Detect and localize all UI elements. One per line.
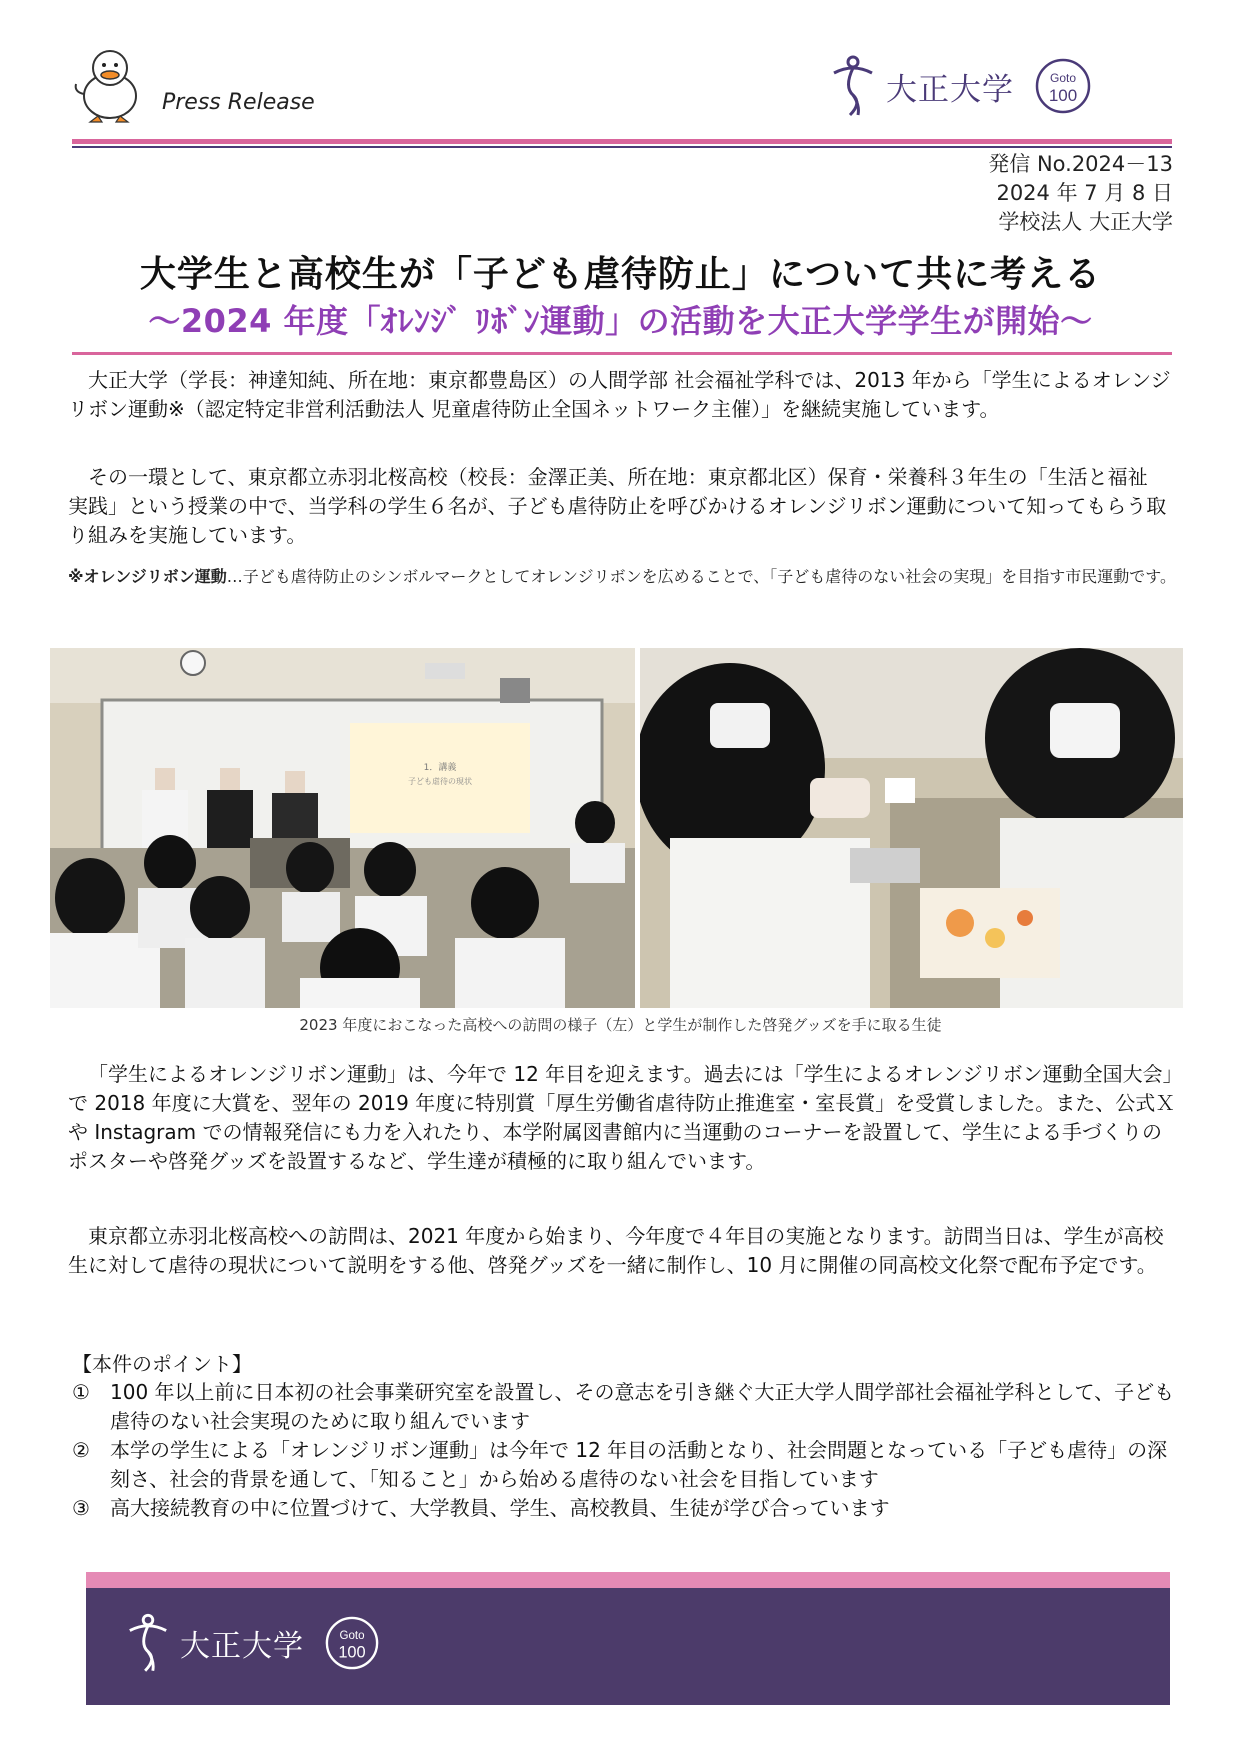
svg-text:Goto: Goto — [339, 1630, 365, 1643]
paragraph-activity: その一環として、東京都立赤羽北桜高校（校長：金澤正美、所在地：東京都北区）保育・栄養科３年生の「生活と福祉 実践」という授業の中で、当学科の学生６名が、子ども虐待防止を呼びかけるオレンジリボン運動について知ってもらう取り組みを実施しています。 — [68, 465, 1168, 547]
release-date: 2024 年 7 月 8 日 — [996, 181, 1173, 205]
header-rule-purple — [72, 146, 1172, 148]
sub-title: ～2024 年度「ｵﾚﾝｼﾞ ﾘﾎﾞﾝ運動」の活動を大正大学学生が開始～ — [148, 302, 1093, 340]
students-with-goods-photo — [640, 648, 1183, 1008]
university-emblem-icon — [830, 55, 876, 117]
point-number: ② — [72, 1438, 90, 1462]
footer-university-name: 大正大学 — [180, 1629, 304, 1664]
title-rule — [72, 352, 1172, 355]
point-text: 100 年以上前に日本初の社会事業研究室を設置し、その意志を引き継ぐ大正大学人間学部社会福祉学科として、子ども虐待のない社会実現のために取り組んでいます — [110, 1380, 1175, 1433]
release-issuer: 学校法人 大正大学 — [998, 210, 1173, 234]
point-item — [72, 1494, 1180, 1523]
duck-mascot-logo — [70, 44, 150, 126]
point-item — [72, 1436, 1180, 1494]
classroom-visit-photo — [50, 648, 635, 1008]
header-rule-pink — [72, 139, 1172, 144]
svg-text:100: 100 — [1048, 86, 1078, 105]
paragraph-history: 「学生によるオレンジリボン運動」は、今年で 12 年目を迎えます。過去には「学生によるオレンジリボン運動全国大会」で 2018 年度に大賞を、翌年の 2019 年度に特別賞「厚生労働省虐待防止推進室・室長賞」を受賞しました。また、公式Ｘや Instagram での情報発信にも力を入れたり、本学附属図書館内に当運動のコーナーを設置して、学生による手づくりのポスターや啓発グッズを設置するなど、学生達が積極的に取り組んでいます。 — [68, 1062, 1176, 1173]
point-text: 本学の学生による「オレンジリボン運動」は今年で 12 年目の活動となり、社会問題となっている「子ども虐待」の深刻さ、社会的背景を通して、「知ること」から始める虐待のない社会を目指しています — [110, 1438, 1168, 1491]
university-logo — [830, 55, 1092, 117]
point-number: ① — [72, 1380, 90, 1404]
points-heading: 【本件のポイント】 — [72, 1352, 252, 1376]
slide-text-title: 1．講義 — [423, 763, 457, 773]
note-text: …子ども虐待防止のシンボルマークとしてオレンジリボンを広めることで、「子ども虐待のない社会の実現」を目指す市民運動です。 — [226, 567, 1176, 586]
main-title: 大学生と高校生が「子ども虐待防止」について共に考える — [139, 254, 1102, 295]
paragraph-intro: 大正大学（学長：神達知純、所在地：東京都豊島区）の人間学部 社会福祉学科では、2013 年から「学生によるオレンジリボン運動※（認定特定非営利活動法人 児童虐待防止全国ネットワーク主催）」を継続実施しています。 — [68, 368, 1171, 421]
slide-text-subtitle: 子ども虐待の現状 — [408, 777, 472, 786]
note-lead: ※オレンジリボン運動 — [68, 567, 227, 586]
university-name: 大正大学 — [886, 71, 1014, 108]
press-release-label: Press Release — [162, 90, 315, 115]
release-number: 発信 No.2024－13 — [988, 152, 1173, 176]
goto100-badge-icon — [1034, 57, 1092, 115]
footer-university-logo — [126, 1612, 380, 1674]
point-number: ③ — [72, 1496, 90, 1520]
goto100-badge-icon — [324, 1615, 380, 1671]
orange-ribbon-note — [68, 565, 1176, 588]
release-meta — [988, 150, 1173, 237]
svg-text:100: 100 — [338, 1643, 366, 1662]
svg-text:Goto: Goto — [1049, 71, 1077, 85]
university-emblem-icon — [126, 1612, 170, 1674]
photo-caption: 2023 年度におこなった高校への訪問の様子（左）と学生が制作した啓発グッズを手に取る生徒 — [299, 1016, 942, 1034]
point-text: 高大接続教育の中に位置づけて、大学教員、学生、高校教員、生徒が学び合っています — [110, 1496, 890, 1520]
footer-pink-stripe — [86, 1572, 1170, 1588]
paragraph-visit: 東京都立赤羽北桜高校への訪問は、2021 年度から始まり、今年度で４年目の実施となります。訪問当日は、学生が高校生に対して虐待の現状について説明をする他、啓発グッズを一緒に制作し、10 月に開催の同高校文化祭で配布予定です。 — [68, 1224, 1164, 1277]
point-item — [72, 1378, 1180, 1436]
